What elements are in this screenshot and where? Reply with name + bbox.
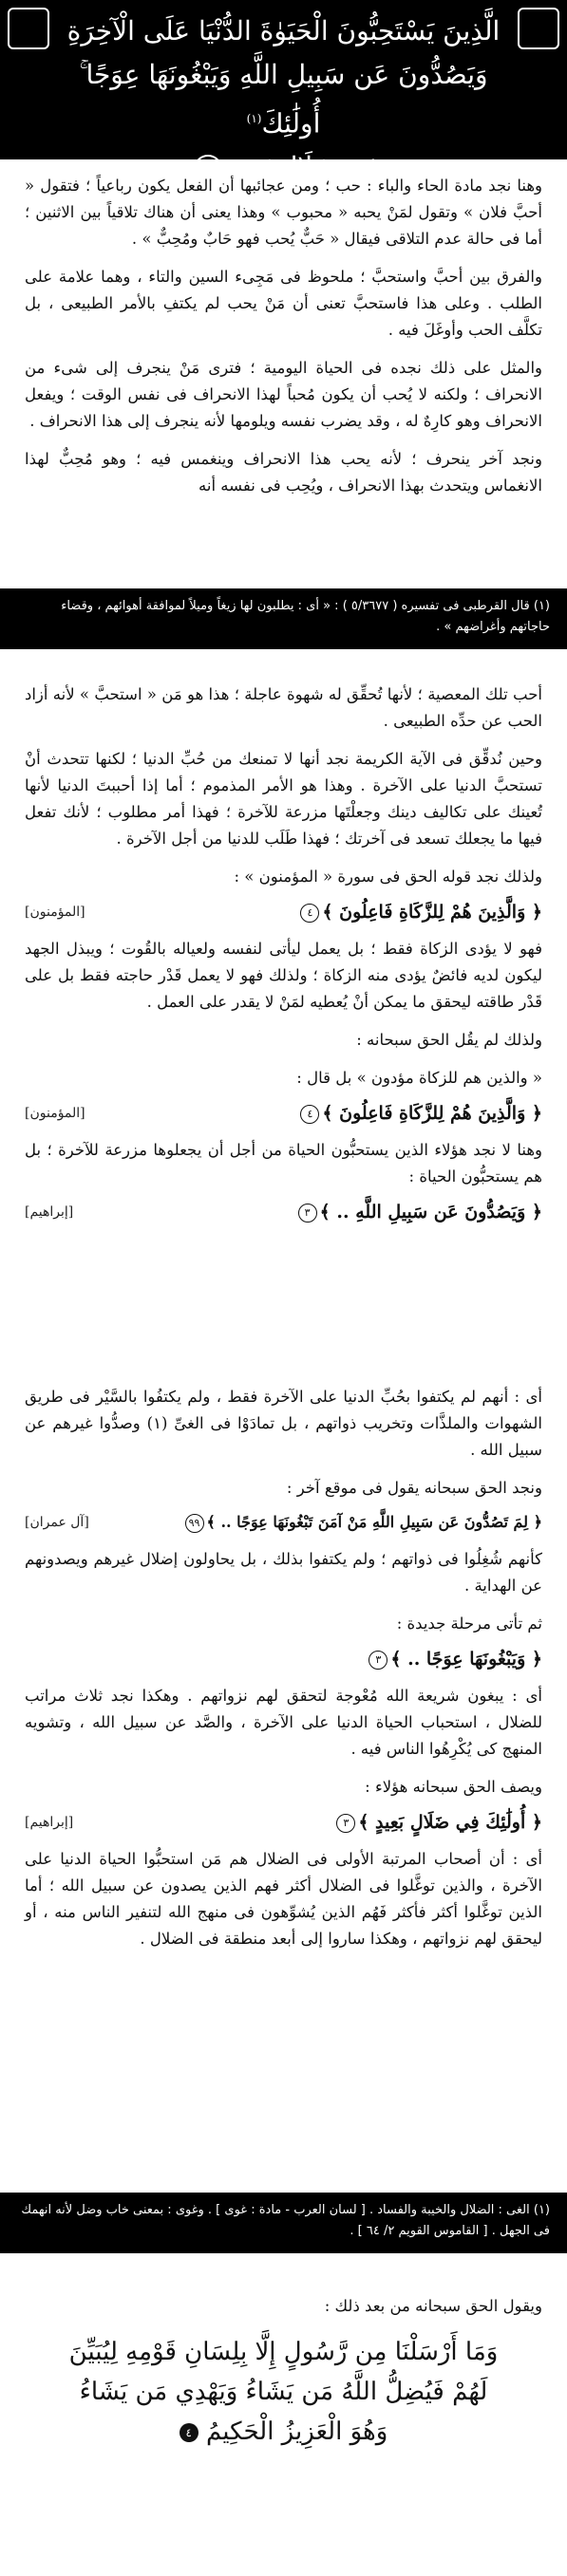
verse-line: الَّذِينَ يَسْتَحِبُّونَ الْحَيَوٰةَ الدُّنْيَا عَلَى الْآخِرَةِ	[66, 15, 501, 47]
quote-text	[297, 1103, 542, 1124]
paragraph: ويصف الحق سبحانه هؤلاء :	[365, 1777, 542, 1796]
section-2	[0, 681, 567, 1236]
verse-line: وَمَا أَرْسَلْنَا مِن رَّسُولٍ إِلَّا بِلِسَانِ قَوْمِهِ لِيُبَيِّنَ	[68, 2338, 499, 2366]
verse-number-icon: ٩٩	[185, 1514, 204, 1533]
quran-quote	[0, 1202, 567, 1223]
verse-line	[38, 2412, 529, 2452]
paragraph: والمثل على ذلك نجده فى الحياة اليومية ؛ فترى مَنْ ينجرف إلى شىء من الانحراف ؛ ولكنه لا يُحب أن يكون مُحباً لهذا الانحراف فى نفس الوقت ؛ ويفعل الانحراف وهو كارِهٌ له ، وقد يضرب نفسه ويلومها لأنه ينجرف إلى هذا الانحراف .	[25, 359, 542, 430]
surah-reference: [آل عمران]	[25, 1515, 89, 1531]
quote-text	[333, 1812, 542, 1833]
quote-ayah: ﴿ وَالَّذِينَ هُمْ لِلزَّكَاةِ فَاعِلُونَ ﴾	[322, 902, 542, 923]
quran-quote	[0, 902, 567, 923]
quran-quote	[0, 1103, 567, 1124]
verse-line-text: فِي ضَلَالٍ بَعِيدٍ	[227, 151, 380, 183]
paragraph: أحب تلك المعصية ؛ لأنها تُحقِّق له شهوة عاجلة ؛ هذا هو مَن « استحبَّ » لأنه أزاد الحب عن حدِّه الطبيعى .	[25, 685, 542, 730]
quote-text	[297, 902, 542, 923]
paragraph: ولذلك لم يقُل الحق سبحانه :	[356, 1031, 542, 1049]
paragraph: والفرق بين أحبَّ واستحبَّ ؛ ملحوظ فى مَجِىء السين والتاء ، وهما علامة على الطلب . وعلى هذا فاستحبَّ تعنى أن مَنْ يحب لم يكتفِ بالأمر الطبيعى ، بل تكلَّف الحب وأوغَلَ فيه .	[25, 268, 542, 339]
paragraph: أى : أن أصحاب المرتبة الأولى فى الضلال هم مَن استحبُّوا الحياة الدنيا على الآخرة ، والذين توغَّلوا فى الضلال أكثر فهم الذين يصدون عن سبيل الله ؛ أما الذين توغَّلوا أكثر فأكثر فَهُم الذين يُشوِّهون فى منهج الله لتنفير الناس منه ، أو ليحقق لهم نزواتهم ، وهكذا ساروا إلى أبعد منطقة فى الضلال .	[25, 1849, 542, 1948]
section-1	[0, 173, 567, 511]
verse-number-icon: ٣	[298, 1204, 317, 1223]
lead-text: ويقول الحق سبحانه من بعد ذلك :	[324, 2297, 542, 2315]
footnote-bar: (١) قال القرطبى فى تفسيره ( ٥/٣٦٧٧ ) : « أى : يطلبون لها زيغاً وميلاً لموافقة أهوائهم ، وقضاء حاجاتهم وأغراضهم » .	[0, 588, 567, 649]
paragraph: فهو لا يؤدى الزكاة فقط ؛ بل يعمل ليأتى لنفسه ولعياله بالقُوت ؛ ويبذل الجهد ليكون لديه فائضٌ يؤدى منه الزكاة ؛ ولذلك فهو لا يعمل قَدْر حاجته فقط بل على قَدْر طاقته ليحقق ما يمكن أنْ يُعطيه لمَنْ لا يقدر على العمل .	[25, 940, 542, 1011]
verse-line-text: وَيَصُدُّونَ عَن سَبِيلِ اللَّهِ وَيَبْغُونَهَا عِوَجًا ۚ أُولَٰئِكَ	[79, 59, 488, 140]
paragraph: ثم تأتى مرحلة جديدة :	[396, 1614, 542, 1633]
verse-number-icon: ٣	[336, 1814, 355, 1833]
verse-number-rosette-icon: ٣	[194, 155, 222, 183]
quran-quote	[0, 1649, 567, 1670]
quote-text	[182, 1513, 542, 1533]
paragraph: أى : أنهم لم يكتفوا بحُبِّ الدنيا على الآخرة فقط ، ولم يكتفُوا بالسَّيْر فى طريق الشهوات والملذَّات وتخريب ذواتهم ، بل تمادَوْا فى الغىِّ (١) وصدُّوا غيرهم عن سبيل الله .	[25, 1388, 542, 1459]
quote-ayah: ﴿ وَالَّذِينَ هُمْ لِلزَّكَاةِ فَاعِلُونَ ﴾	[322, 1103, 542, 1124]
section-3	[0, 1384, 567, 1964]
paragraph: كأنهم شُغِلُوا فى ذواتهم ؛ ولم يكتفوا بذلك ، بل يحاولون إضلال غيرهم ويصدونهم عن الهداية .	[25, 1549, 542, 1595]
paragraph: « والذين هم للزكاة مؤدون » بل قال :	[296, 1069, 542, 1087]
ornament-icon	[518, 8, 559, 49]
surah-reference: [المؤمنون]	[25, 905, 85, 920]
surah-reference: [إبراهيم]	[25, 1814, 74, 1830]
quote-ayah: ﴿ لِمَ تَصُدُّونَ عَن سَبِيلِ اللَّهِ مَنْ آمَنَ تَبْغُونَهَا عِوَجًا .. ﴾	[206, 1513, 542, 1531]
quote-text	[295, 1202, 542, 1223]
paragraph: أى : يبغون شريعة الله مُعْوجة لتحقق لهم نزواتهم . وهكذا نجد ثلاث مراتب للضلال ، استحباب الحياة الدنيا على الآخرة ، والصَّد عن سبيل الله ، وتشويه المنهج كى يُكْرِهُوا الناس فيه .	[25, 1686, 542, 1758]
footnote-bar: (١) الغى : الضلال والخيبة والفساد . [ لسان العرب - مادة : غوى ] . وغوى : بمعنى خاب وضل لأنه انهمك فى الجهل . [ القاموس القويم ٢/ ٦٤ ] .	[0, 2193, 567, 2253]
quote-text	[366, 1649, 542, 1670]
verse-number-icon: ٤	[300, 904, 319, 923]
paragraph: وحين نُدقِّق فى الآية الكريمة نجد أنها لا تمنعك من حُبِّ الدنيا ؛ لكنها تتحدث أنْ تستحبَّ الدنيا على الآخرة . وهذا هو الأمر المذموم ؛ أما إذا أحببتَ الدنيا لأنها تُعينك على تكاليف دينك وجعلْتَها مزرعة للآخرة ؛ فهذا أمر مطلوب ؛ لأنك تفعل فيها ما يجعلك تسعد فى آخرتك ؛ فهذا طَلَب للدنيا من أجل الآخرة .	[25, 750, 542, 848]
quote-ayah: ﴿ أُولَٰئِكَ فِي ضَلَالٍ بَعِيدٍ ﴾	[358, 1811, 542, 1833]
verse-number-rosette-icon: ٤	[180, 2423, 198, 2442]
quran-quote	[0, 1812, 567, 1833]
paragraph: وهنا لا نجد هؤلاء الذين يستحبُّون الحياة من أجل أن يجعلوها مزرعة للآخرة ؛ بل هم يستحبُّون الحياة :	[25, 1141, 542, 1185]
quran-quote	[0, 1513, 567, 1533]
quote-ayah: ﴿ وَيَبْغُونَهَا عِوَجًا .. ﴾	[390, 1648, 542, 1670]
paragraph: وهنا نجد مادة الحاء والباء : حب ؛ ومن عجائبها أن الفعل يكون رباعياً ؛ فتقول « أحبَّ فلان » وتقول لمَنْ يحبه « محبوب » وهذا يعنى أن هناك تلاقياً بين الاثنين ؛ أما فى حالة عدم التلاقى فيقال « حَبٌّ يُحب فهو حَابٌ ومُحِبٌّ » .	[25, 177, 542, 248]
paragraph: ولذلك نجد قوله الحق فى سورة « المؤمنون » :	[234, 868, 542, 886]
closing-verse	[0, 2321, 567, 2463]
ornament-icon	[8, 8, 49, 49]
verse-line	[49, 53, 518, 145]
surah-reference: [المؤمنون]	[25, 1106, 85, 1121]
footnote-mark: (١)	[246, 112, 262, 125]
surah-reference: [إبراهيم]	[25, 1204, 74, 1220]
top-verse-banner	[0, 0, 567, 183]
paragraph: ونجد الحق سبحانه يقول فى موقع آخر :	[286, 1479, 542, 1497]
verse-line-text: وَهُوَ الْعَزِيزُ الْحَكِيمُ	[205, 2417, 388, 2446]
section-4	[0, 2297, 567, 2463]
paragraph: ونجد آخر ينحرف ؛ لأنه يحب هذا الانحراف وينغمس فيه ؛ وهو مُحِبٌّ لهذا الانغماس ويتحدث بهذا الانحراف ، ويُحِب فى نفسه أنه	[25, 450, 542, 495]
verse-number-icon: ٤	[300, 1105, 319, 1124]
verse-line: لَهُمْ فَيُضِلُّ اللَّهُ مَن يَشَاءُ وَيَهْدِي مَن يَشَاءُ	[79, 2378, 488, 2406]
quote-ayah: ﴿ وَيَصُدُّونَ عَن سَبِيلِ اللَّهِ .. ﴾	[319, 1202, 542, 1223]
verse-number-icon: ٣	[369, 1651, 387, 1670]
